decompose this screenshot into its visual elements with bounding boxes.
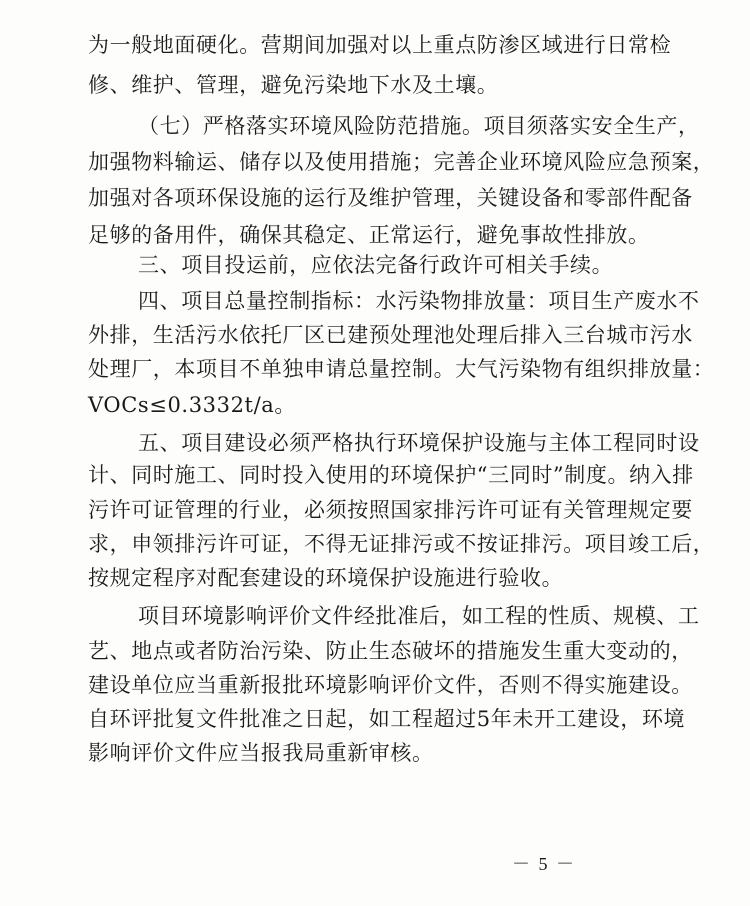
paragraph-heading-7: （七）严格落实环境风险防范措施。项目须落实安全生产，: [138, 114, 700, 138]
text-line: 足够的备用件，确保其稳定、正常运行，避免事故性排放。: [88, 223, 650, 247]
text-line: 加强物料输运、储存以及使用措施；完善企业环境风险应急预案，: [88, 150, 715, 174]
section-4-heading: 四、项目总量控制指标：水污染物排放量：项目生产废水不: [138, 289, 700, 313]
text-line: 求，申领排污许可证，不得无证排污或不按证排污。项目竣工后，: [88, 532, 715, 556]
section-5-heading: 五、项目建设必须严格执行环境保护设施与主体工程同时设: [138, 431, 700, 455]
vocs-limit: VOCs≤0.3332t/a。: [88, 393, 296, 417]
text-line: 自环评批复文件批准之日起，如工程超过5年未开工建设，环境: [88, 707, 686, 731]
text-line: 建设单位应当重新报批环境影响评价文件，否则不得实施建设。: [88, 673, 693, 697]
text-line: 艺、地点或者防治污染、防止生态破坏的措施发生重大变动的，: [88, 639, 693, 663]
text-line: 处理厂，本项目不单独申请总量控制。大气污染物有组织排放量：: [88, 357, 715, 381]
page-number: － 5 －: [512, 854, 576, 874]
text-line: 计、同时施工、同时投入使用的环境保护“三同时”制度。纳入排: [88, 463, 694, 487]
text-line: 按规定程序对配套建设的环境保护设施进行验收。: [88, 566, 564, 590]
text-line: 加强对各项环保设施的运行及维护管理，关键设备和零部件配备: [88, 186, 693, 210]
section-3-line: 三、项目投运前，应依法完备行政许可相关手续。: [138, 253, 614, 277]
text-line: 为一般地面硬化。营期间加强对以上重点防渗区域进行日常检: [88, 33, 672, 57]
text-line: 影响评价文件应当报我局重新审核。: [88, 741, 434, 765]
text-line: 修、维护、管理，避免污染地下水及土壤。: [88, 73, 499, 97]
text-line: 外排，生活污水依托厂区已建预处理池处理后排入三台城市污水: [88, 323, 693, 347]
paragraph-approval-heading: 项目环境影响评价文件经批准后，如工程的性质、规模、工: [138, 604, 700, 628]
text-line: 污许可证管理的行业，必须按照国家排污许可证有关管理规定要: [88, 498, 693, 522]
